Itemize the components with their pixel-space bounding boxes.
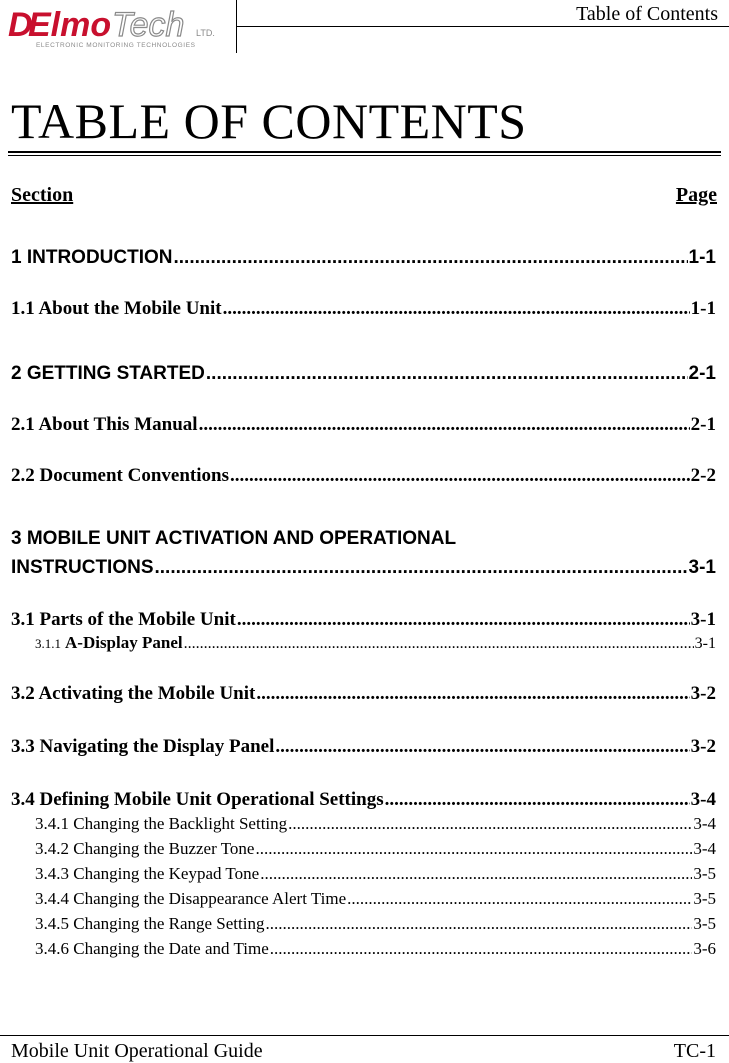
toc-entry-range[interactable] <box>35 914 716 934</box>
page-column-heading: Page <box>675 184 717 206</box>
toc-entry-document-conventions[interactable] <box>11 465 716 487</box>
toc-entry-keypad[interactable] <box>35 864 716 884</box>
toc-leader <box>288 814 692 834</box>
toc-label: 3.4.4 Changing the Disappearance Alert Time <box>35 889 347 908</box>
page-title: TABLE OF CONTENTS <box>11 93 527 149</box>
toc-entry-parts-of-mobile-unit[interactable] <box>11 609 716 631</box>
toc-label: 3.4 Defining Mobile Unit Operational Settings <box>11 789 384 810</box>
footer-document-title: Mobile Unit Operational Guide <box>11 1040 263 1062</box>
toc-page: 3-6 <box>693 939 716 958</box>
elmotech-logo <box>8 6 228 50</box>
toc-leader <box>256 683 689 705</box>
svg-text:D: D <box>8 6 33 44</box>
svg-text:Tech: Tech <box>112 6 185 44</box>
toc-leader <box>275 736 689 758</box>
toc-page: 1-1 <box>690 298 716 319</box>
toc-label: 1 INTRODUCTION <box>11 247 173 268</box>
toc-page: 3-4 <box>693 839 716 858</box>
toc-label: 1.1 About the Mobile Unit <box>11 298 222 319</box>
toc-entry-about-manual[interactable] <box>11 414 716 436</box>
toc-entry-activation-line1[interactable]: 3 MOBILE UNIT ACTIVATION AND OPERATIONAL <box>11 528 457 549</box>
footer-rule <box>0 1035 729 1036</box>
toc-leader <box>199 414 690 436</box>
logo-mark <box>8 6 215 49</box>
toc-entry-disappearance-alert[interactable] <box>35 889 716 909</box>
toc-label <box>35 633 183 654</box>
toc-leader <box>260 864 692 884</box>
header-section-title: Table of Contents <box>576 3 718 25</box>
toc-page: 1-1 <box>688 247 716 268</box>
toc-leader <box>347 889 692 909</box>
page-header <box>0 0 729 56</box>
toc-leader <box>206 362 688 386</box>
toc-entry-buzzer[interactable] <box>35 839 716 859</box>
toc-entry-activating[interactable] <box>11 683 716 705</box>
toc-leader <box>155 556 688 580</box>
toc-page: 3-2 <box>690 736 716 757</box>
toc-leader <box>174 246 688 270</box>
toc-page: 3-1 <box>690 609 716 630</box>
toc-label: INSTRUCTIONS <box>11 557 154 578</box>
toc-entry-getting-started[interactable] <box>11 362 716 386</box>
toc-page: 2-1 <box>688 363 716 384</box>
section-column-heading: Section <box>11 184 74 206</box>
svg-text:LTD.: LTD. <box>196 28 215 38</box>
toc-page: 3-5 <box>693 864 716 883</box>
toc-label: 2.1 About This Manual <box>11 414 198 435</box>
toc-leader <box>265 914 692 934</box>
title-rule-thin <box>8 155 721 156</box>
svg-text:Elmo: Elmo <box>28 6 112 44</box>
toc-page: 3-1 <box>694 635 716 652</box>
toc-page: 3-1 <box>688 557 716 578</box>
toc-number: 3.1.1 <box>35 636 61 651</box>
toc-entry-introduction[interactable] <box>11 246 716 270</box>
toc-entry-display-panel[interactable] <box>35 633 716 654</box>
toc-page: 3-5 <box>693 889 716 908</box>
toc-page: 3-4 <box>693 814 716 833</box>
toc-page: 3-2 <box>690 683 716 704</box>
toc-leader <box>223 298 690 320</box>
title-rule <box>8 151 721 153</box>
toc-entry-defining-settings[interactable] <box>11 789 716 811</box>
toc-entry-activation[interactable] <box>11 556 716 580</box>
toc-leader <box>230 465 690 487</box>
header-rule <box>236 26 729 27</box>
toc-label: 3.4.2 Changing the Buzzer Tone <box>35 839 255 858</box>
toc-entry-about-mobile-unit[interactable] <box>11 298 716 320</box>
toc-leader <box>184 634 694 654</box>
toc-label: 3.4.1 Changing the Backlight Setting <box>35 814 288 833</box>
toc-label: 3.4.3 Changing the Keypad Tone <box>35 864 260 883</box>
toc-text: A-Display Panel <box>65 633 183 652</box>
toc-leader <box>385 789 690 811</box>
toc-page: 2-1 <box>690 414 716 435</box>
svg-text:ELECTRONIC MONITORING TECHNOLO: ELECTRONIC MONITORING TECHNOLOGIES <box>36 42 196 49</box>
toc-entry-date-time[interactable] <box>35 939 716 959</box>
toc-leader <box>255 839 692 859</box>
toc-page: 3-5 <box>693 914 716 933</box>
toc-label: 3.3 Navigating the Display Panel <box>11 736 275 757</box>
toc-label: 3.2 Activating the Mobile Unit <box>11 683 256 704</box>
toc-leader <box>237 609 690 631</box>
toc-label: 3.1 Parts of the Mobile Unit <box>11 609 236 630</box>
toc-label: 3.4.5 Changing the Range Setting <box>35 914 265 933</box>
toc-label: 3.4.6 Changing the Date and Time <box>35 939 269 958</box>
toc-label: 2.2 Document Conventions <box>11 465 229 486</box>
toc-leader <box>270 939 693 959</box>
toc-entry-navigating[interactable] <box>11 736 716 758</box>
toc-label: 2 GETTING STARTED <box>11 363 205 384</box>
toc-entry-backlight[interactable] <box>35 814 716 834</box>
footer-page-number: TC-1 <box>673 1040 716 1062</box>
toc-page: 3-4 <box>690 789 716 810</box>
toc-page: 2-2 <box>690 465 716 486</box>
